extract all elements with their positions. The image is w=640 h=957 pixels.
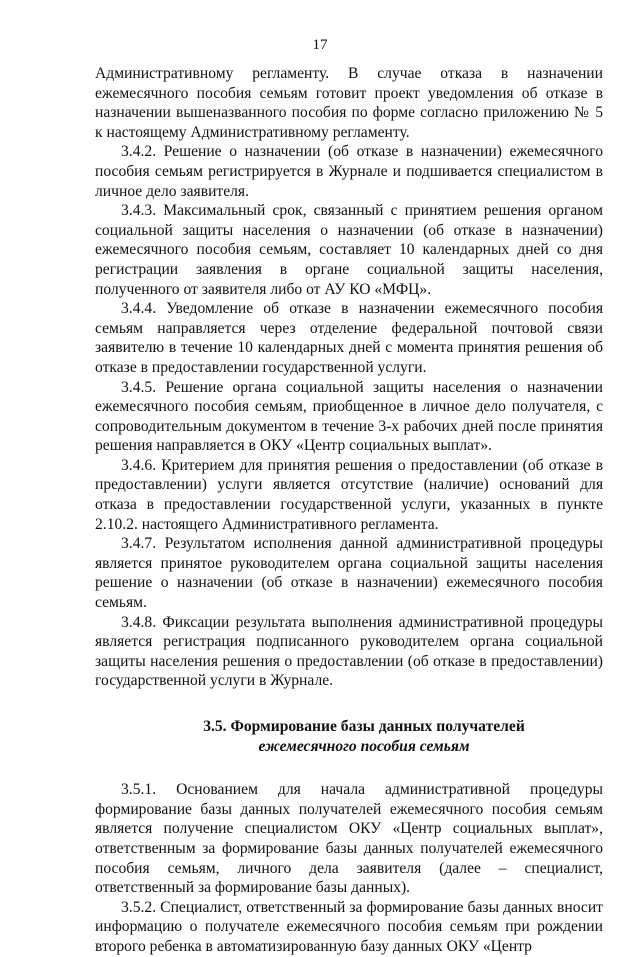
paragraph-3-4-4: 3.4.4. Уведомление об отказе в назначении ежемесячного пособия семьям направляется через отделение федеральной почтовой связи заявителю в течение 10 календарных дней с момента принятия решения об отказе в предоставлении государственной услуги. — [95, 300, 603, 376]
section-heading-line1: 3.5. Формирование базы данных получателей — [203, 718, 525, 735]
paragraph-3-4-8: 3.4.8. Фиксации результата выполнения административной процедуры является регистрация подписанного руководителем органа социальной защиты населения решения о предоставлении (об отказе в предоставлении) государственной услуги в Журнале. — [95, 613, 603, 690]
paragraph-3-4-2: 3.4.2. Решение о назначении (об отказе в назначении) ежемесячного пособия семьям регистрируется в Журнале и подшивается специалистом в личное дело заявителя. — [95, 143, 603, 200]
paragraph-3-4-7: 3.4.7. Результатом исполнения данной административной процедуры является принятое руководителем органа социальной защиты населения решение о назначении (об отказе в назначении) ежемесячного пособия семьям. — [95, 535, 603, 612]
paragraph-3-5-2: 3.5.2. Специалист, ответственный за формирование базы данных вносит информацию о получателе ежемесячного пособия семьям при рождении второго ребенка в автоматизированную базу данных ОКУ «Центр — [95, 898, 603, 955]
paragraph-continuation: Административному регламенту. В случае отказа в назначении ежемесячного пособия семьям готовит проект уведомления об отказе в назначении вышеназванного пособия по форме согласно приложению № 5 к настоящему Административному регламенту. — [95, 65, 603, 141]
section-heading-3-5 — [95, 717, 603, 756]
document-body — [95, 64, 603, 957]
paragraph-3-4-5: 3.4.5. Решение органа социальной защиты населения о назначении ежемесячного пособия семьям, приобщенное в личное дело получателя, с сопроводительным документом в течение 3-х рабочих дней после принятия решения направляется в ОКУ «Центр социальных выплат». — [95, 378, 603, 455]
paragraph-3-5-1: 3.5.1. Основанием для начала административной процедуры формирование базы данных получателей ежемесячного пособия семьям является получение специалистом ОКУ «Центр социальных выплат», ответственным за формирование базы данных получателей ежемесячного пособия семьям, личного дела заявителя (далее – специалист, ответственный за формирование базы данных). — [95, 781, 603, 897]
paragraph-3-4-3: 3.4.3. Максимальный срок, связанный с принятием решения органом социальной защиты населения о назначении (об отказе в назначении) ежемесячного пособия семьям, составляет 10 календарных дней со дня регистрации заявления в органе социальной защиты населения, полученного от заявителя либо от АУ КО «МФЦ». — [95, 202, 603, 298]
page-number: 17 — [312, 37, 328, 53]
section-heading-line2: ежемесячного пособия семьям — [258, 737, 470, 755]
paragraph-3-4-6: 3.4.6. Критерием для принятия решения о предоставлении (об отказе в предоставлении) услуги является отсутствие (наличие) оснований для отказа в предоставлении государственной услуги, указанных в пункте 2.10.2. настоящего Административного регламента. — [95, 456, 603, 533]
